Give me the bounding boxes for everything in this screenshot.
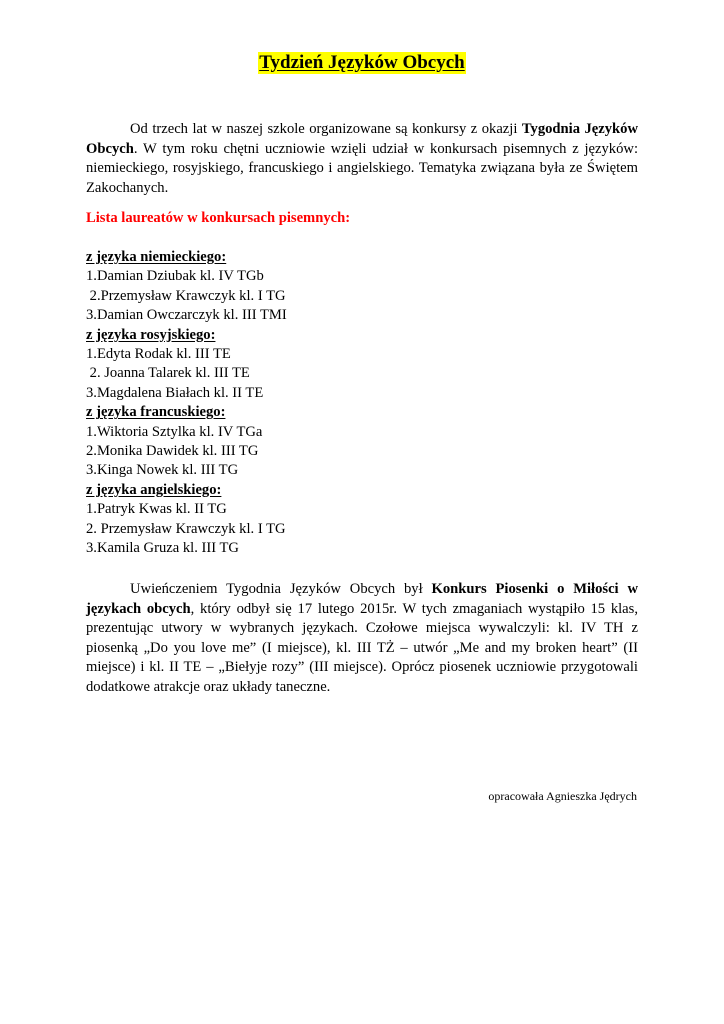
winner-item: 2. Przemysław Krawczyk kl. I TG — [86, 520, 286, 537]
competition-lists — [86, 248, 638, 559]
winner-item: 1.Wiktoria Sztylka kl. IV TGa — [86, 423, 263, 440]
competition-french — [86, 403, 638, 481]
competition-heading: z języka niemieckiego: — [86, 249, 227, 265]
winner-item: 2. Joanna Talarek kl. III TE — [86, 365, 250, 382]
competition-heading: z języka rosyjskiego: — [86, 326, 216, 343]
winner-item: 3.Kamila Gruza kl. III TG — [86, 540, 239, 557]
competition-heading: z języka francuskiego: — [86, 404, 226, 421]
intro-bold-1: Tygodnia Języków Obcych — [86, 121, 638, 157]
outro-text-2: , który odbył się 17 lutego 2015r. W tych zmaganiach wystąpiło 15 klas, prezentując utwory w wybranych językach. Czołowe miejsca wywalczyli: kl. IV TH z piosenką „Do you love me” (I miejsce), kl. III TŻ – utwór „Me and my broken heart” (II miejsce) i kl. II TE – „Biełyje rozy” (III miejsce). Oprócz piosenek uczniowie przygotowali dodatkowe atrakcje oraz układy taneczne. — [86, 600, 638, 695]
winner-item: 3.Magdalena Białach kl. II TE — [86, 384, 264, 401]
page-title: Tydzień Języków Obcych — [259, 52, 465, 73]
competition-russian — [86, 326, 638, 404]
outro-bold-1: Konkurs Piosenki o Miłości w językach obcych — [86, 581, 638, 617]
outro-text-1: Uwieńczeniem Tygodnia Języków Obcych był — [130, 581, 432, 597]
winner-item: 1.Damian Dziubak kl. IV TGb — [86, 268, 264, 285]
title-container — [0, 52, 724, 74]
competition-heading: z języka angielskiego: — [86, 481, 222, 498]
outro-paragraph — [86, 580, 638, 697]
intro-paragraph — [86, 120, 638, 198]
winner-item: 3.Kinga Nowek kl. III TG — [86, 462, 239, 479]
intro-text-2: . W tym roku chętni uczniowie wzięli udział w konkursach pisemnych z języków: niemieckiego, rosyjskiego, francuskiego i angielskiego. Tematyka związana była ze Świętem Zakochanych. — [86, 140, 638, 196]
winner-item: 3.Damian Owczarczyk kl. III TMI — [86, 307, 287, 324]
intro-text-1: Od trzech lat w naszej szkole organizowane są konkursy z okazji — [130, 121, 522, 137]
winner-item: 2.Przemysław Krawczyk kl. I TG — [86, 287, 286, 304]
winners-heading: Lista laureatów w konkursach pisemnych: — [86, 210, 351, 226]
winner-item: 1.Patryk Kwas kl. II TG — [86, 501, 227, 518]
competition-german — [86, 248, 638, 326]
winner-item: 2.Monika Dawidek kl. III TG — [86, 443, 259, 460]
winner-item: 1.Edyta Rodak kl. III TE — [86, 346, 231, 363]
competition-english — [86, 481, 638, 559]
signature: opracowała Agnieszka Jędrych — [488, 789, 637, 803]
